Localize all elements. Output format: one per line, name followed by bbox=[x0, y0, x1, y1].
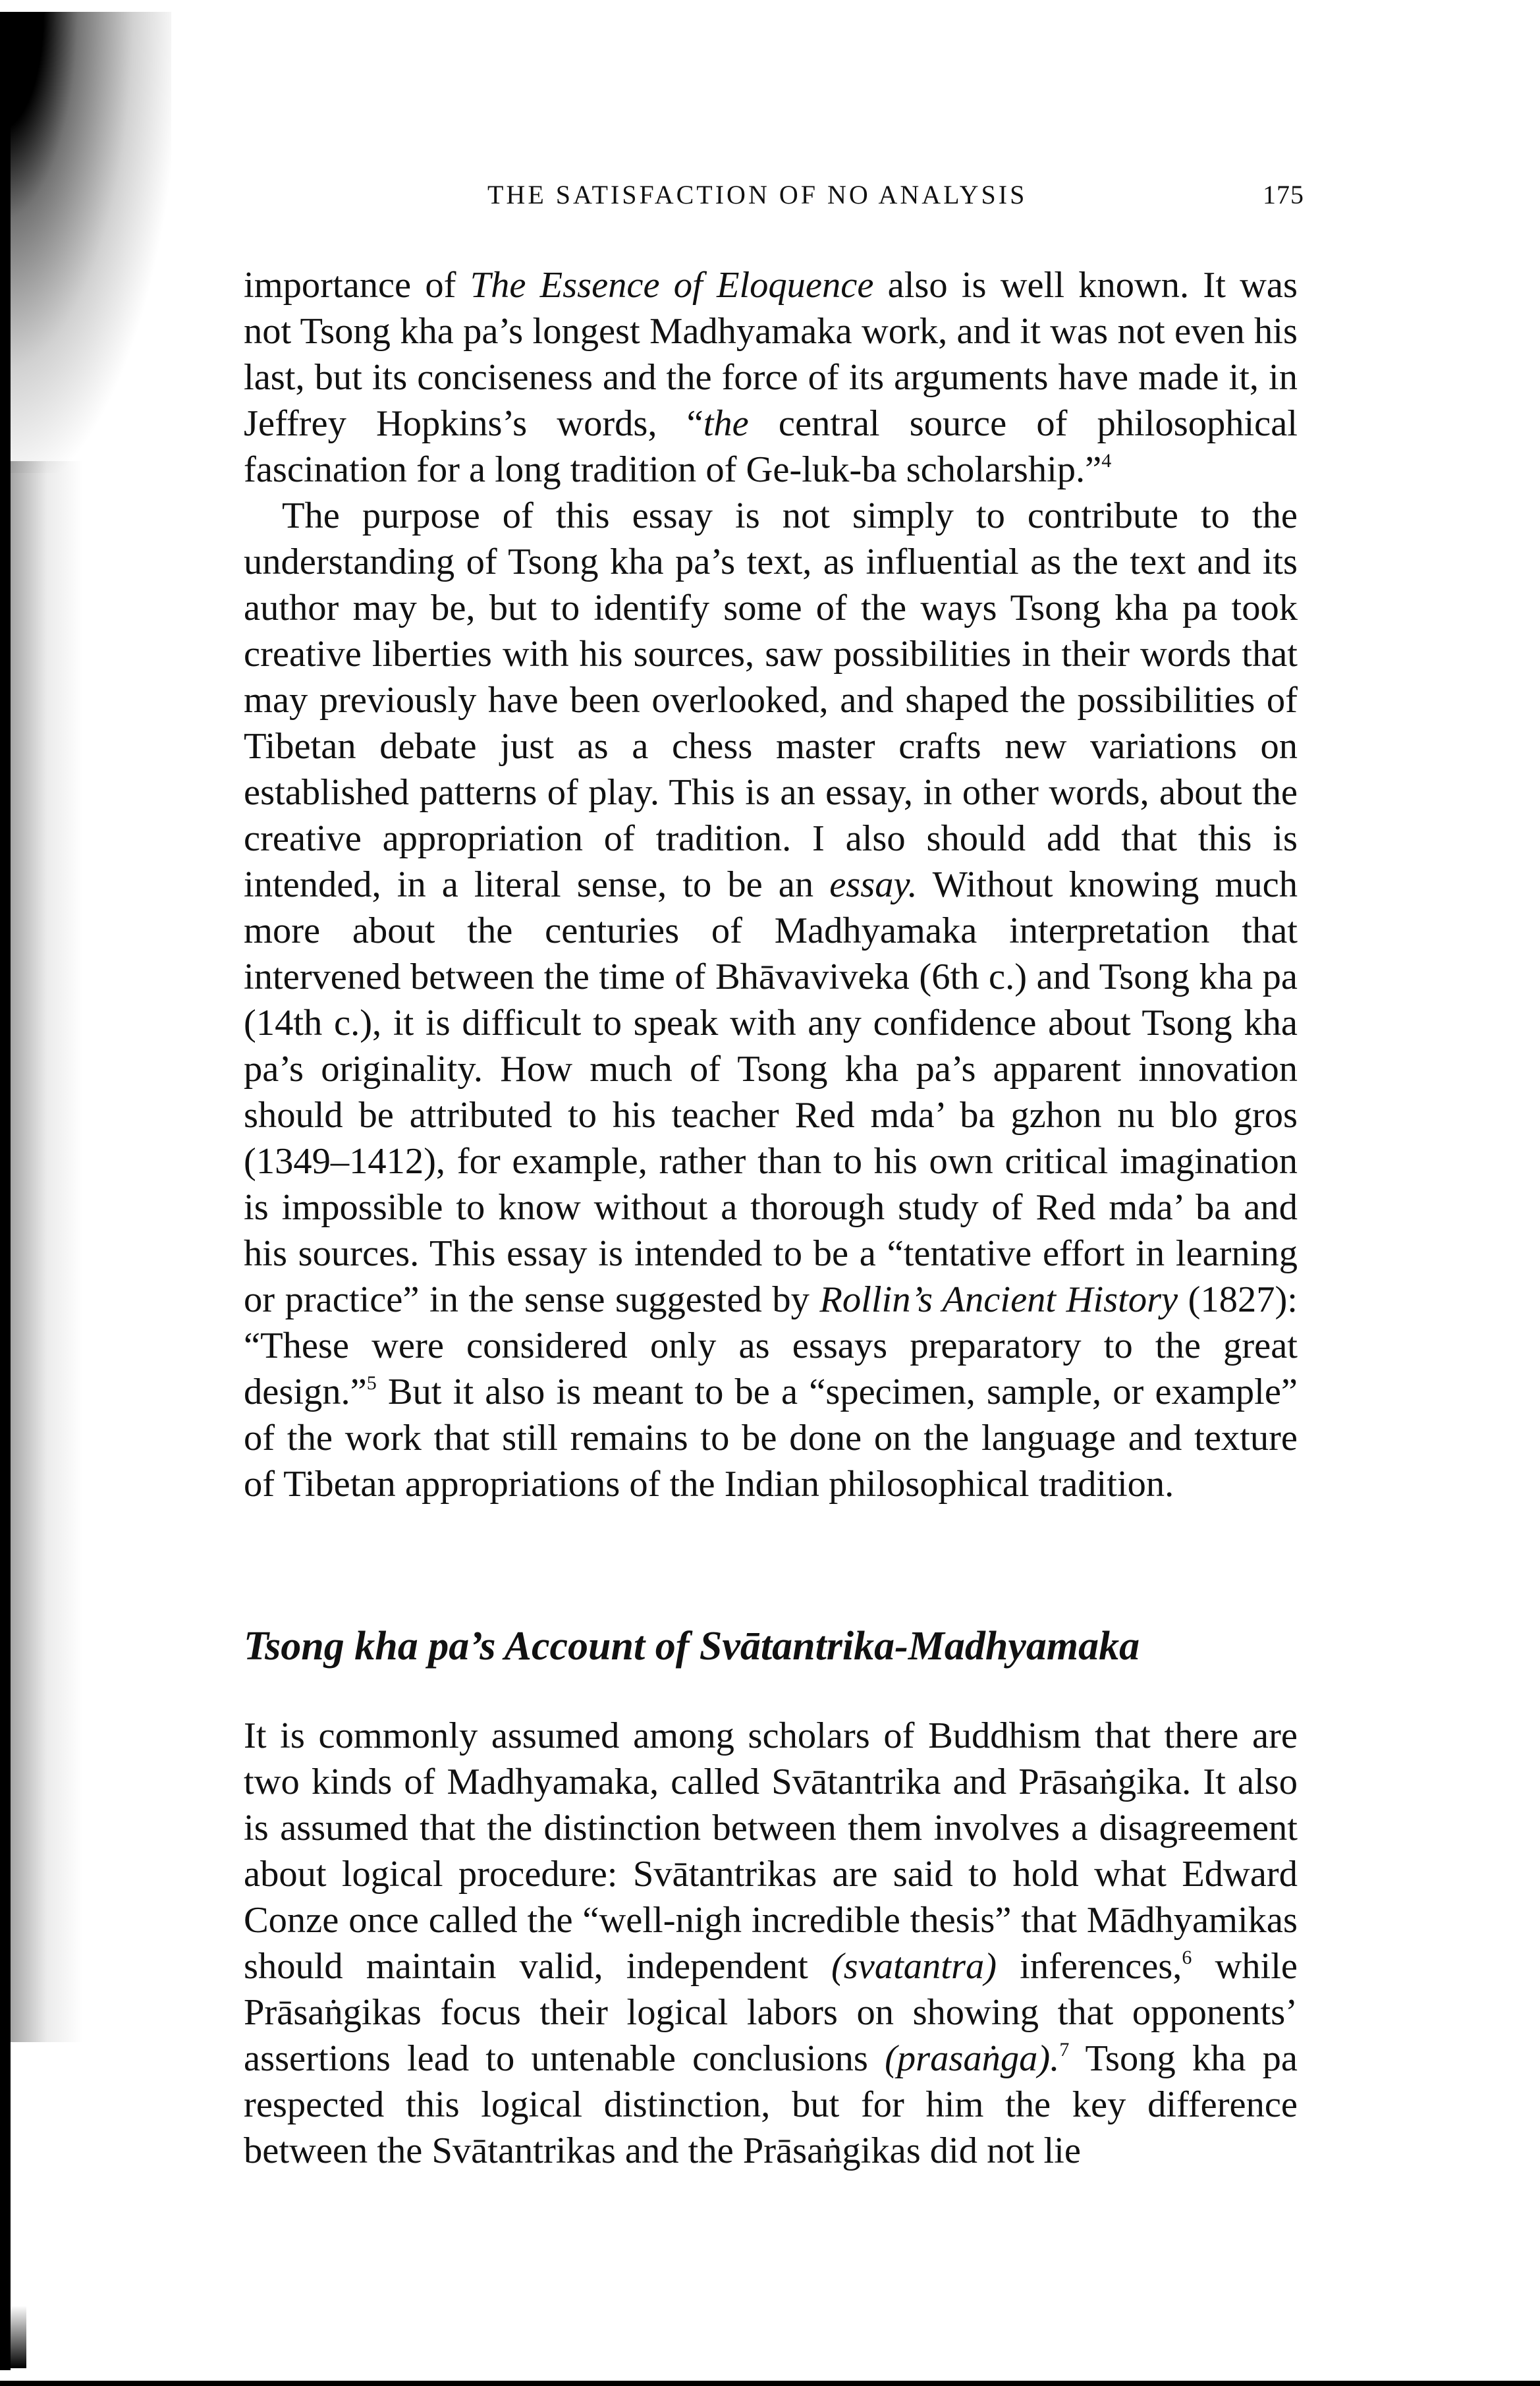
text-span: But it also is meant to be a “specimen, sample, or example” of the work that still remains to be done on the language and texture of Tibetan appropriations of the Indian philosophical tradition. bbox=[244, 1372, 1298, 1505]
text-span: inferences, bbox=[997, 1946, 1182, 1987]
text-span: It is commonly assumed among scholars of Buddhism that there are two kinds of Madhyamaka, called Svātantrika and Prāsaṅgika. It also is assumed that the distinction between them involves a disagreement about logical procedure: Svātantrikas are said to hold what Edward Conze once called the “well-nigh incredible thesis” that Mādhyamikas should maintain valid, independent bbox=[244, 1715, 1298, 1987]
emphasis: the bbox=[703, 403, 749, 444]
scan-bottom-edge bbox=[0, 2381, 1540, 2386]
section-heading: Tsong kha pa’s Account of Svātantrika-Madhyamaka bbox=[244, 1624, 1140, 1669]
running-head bbox=[356, 179, 1304, 219]
text-span: while Prāsaṅgikas focus their logical labors on showing that opponents’ assertions lead to untenable conclusions bbox=[244, 1946, 1298, 2079]
running-head-title: THE SATISFACTION OF NO ANALYSIS bbox=[487, 180, 1028, 209]
paragraph-purpose bbox=[244, 493, 1298, 1507]
text-span: central source of philosophical fascination for a long tradition of Ge-luk-ba scholarship.” bbox=[244, 403, 1298, 490]
term: (svatantra) bbox=[831, 1946, 997, 1987]
scan-shadow-left bbox=[11, 461, 83, 2042]
footnote-ref-5[interactable]: 5 bbox=[366, 1372, 377, 1394]
text-span: importance of bbox=[244, 265, 470, 306]
text-span: (1827): “These were considered only as essays preparatory to the great design.” bbox=[244, 1279, 1298, 1412]
emphasis: essay. bbox=[829, 864, 918, 905]
scan-shadow-top bbox=[0, 12, 171, 473]
paragraph-continued bbox=[244, 262, 1298, 493]
section-body bbox=[244, 1713, 1298, 2174]
body-text bbox=[244, 262, 1298, 1507]
footnote-ref-6[interactable]: 6 bbox=[1182, 1947, 1192, 1968]
term: (prasaṅga). bbox=[885, 2038, 1060, 2079]
scan-edge-left bbox=[0, 12, 11, 2370]
paragraph-svatantrika bbox=[244, 1713, 1298, 2174]
text-span: also is well known. It was not Tsong kha pa’s longest Madhyamaka work, and it was not even his last, but its conciseness and the force of its arguments have made it, in Jeffrey Hopkins’s words, “ bbox=[244, 265, 1298, 444]
scan-shadow-bottom bbox=[0, 2306, 26, 2368]
text-span: Without knowing much more about the centuries of Madhyamaka interpretation that intervened between the time of Bhāvaviveka (6th c.) and Tsong kha pa (14th c.), it is difficult to speak with any confidence about Tsong kha pa’s originality. How much of Tsong kha pa’s apparent innovation should be attributed to his teacher Red mda’ ba gzhon nu blo gros (1349–1412), for example, rather than to his own critical imagination is impossible to know without a thorough study of Red mda’ ba and his sources. This essay is intended to be a “tentative effort in learning or practice” in the sense suggested by bbox=[244, 864, 1298, 1320]
book-title: The Essence of Eloquence bbox=[470, 265, 874, 306]
text-span: Tsong kha pa respected this logical distinction, but for him the key difference between the Svātantrikas and the Prāsaṅgikas did not lie bbox=[244, 2038, 1298, 2171]
page-number: 175 bbox=[1263, 180, 1304, 209]
book-title: Rollin’s Ancient History bbox=[819, 1279, 1178, 1320]
footnote-ref-7[interactable]: 7 bbox=[1059, 2039, 1070, 2061]
footnote-ref-4[interactable]: 4 bbox=[1101, 450, 1112, 472]
text-span: The purpose of this essay is not simply to contribute to the understanding of Tsong kha pa’s text, as influential as the text and its author may be, but to identify some of the ways Tsong kha pa took creative liberties with his sources, saw possibilities in their words that may previously have been overlooked, and shaped the possibilities of Tibetan debate just as a chess master crafts new variations on established patterns of play. This is an essay, in other words, about the creative appropriation of tradition. I also should add that this is intended, in a literal sense, to be an bbox=[244, 495, 1298, 905]
